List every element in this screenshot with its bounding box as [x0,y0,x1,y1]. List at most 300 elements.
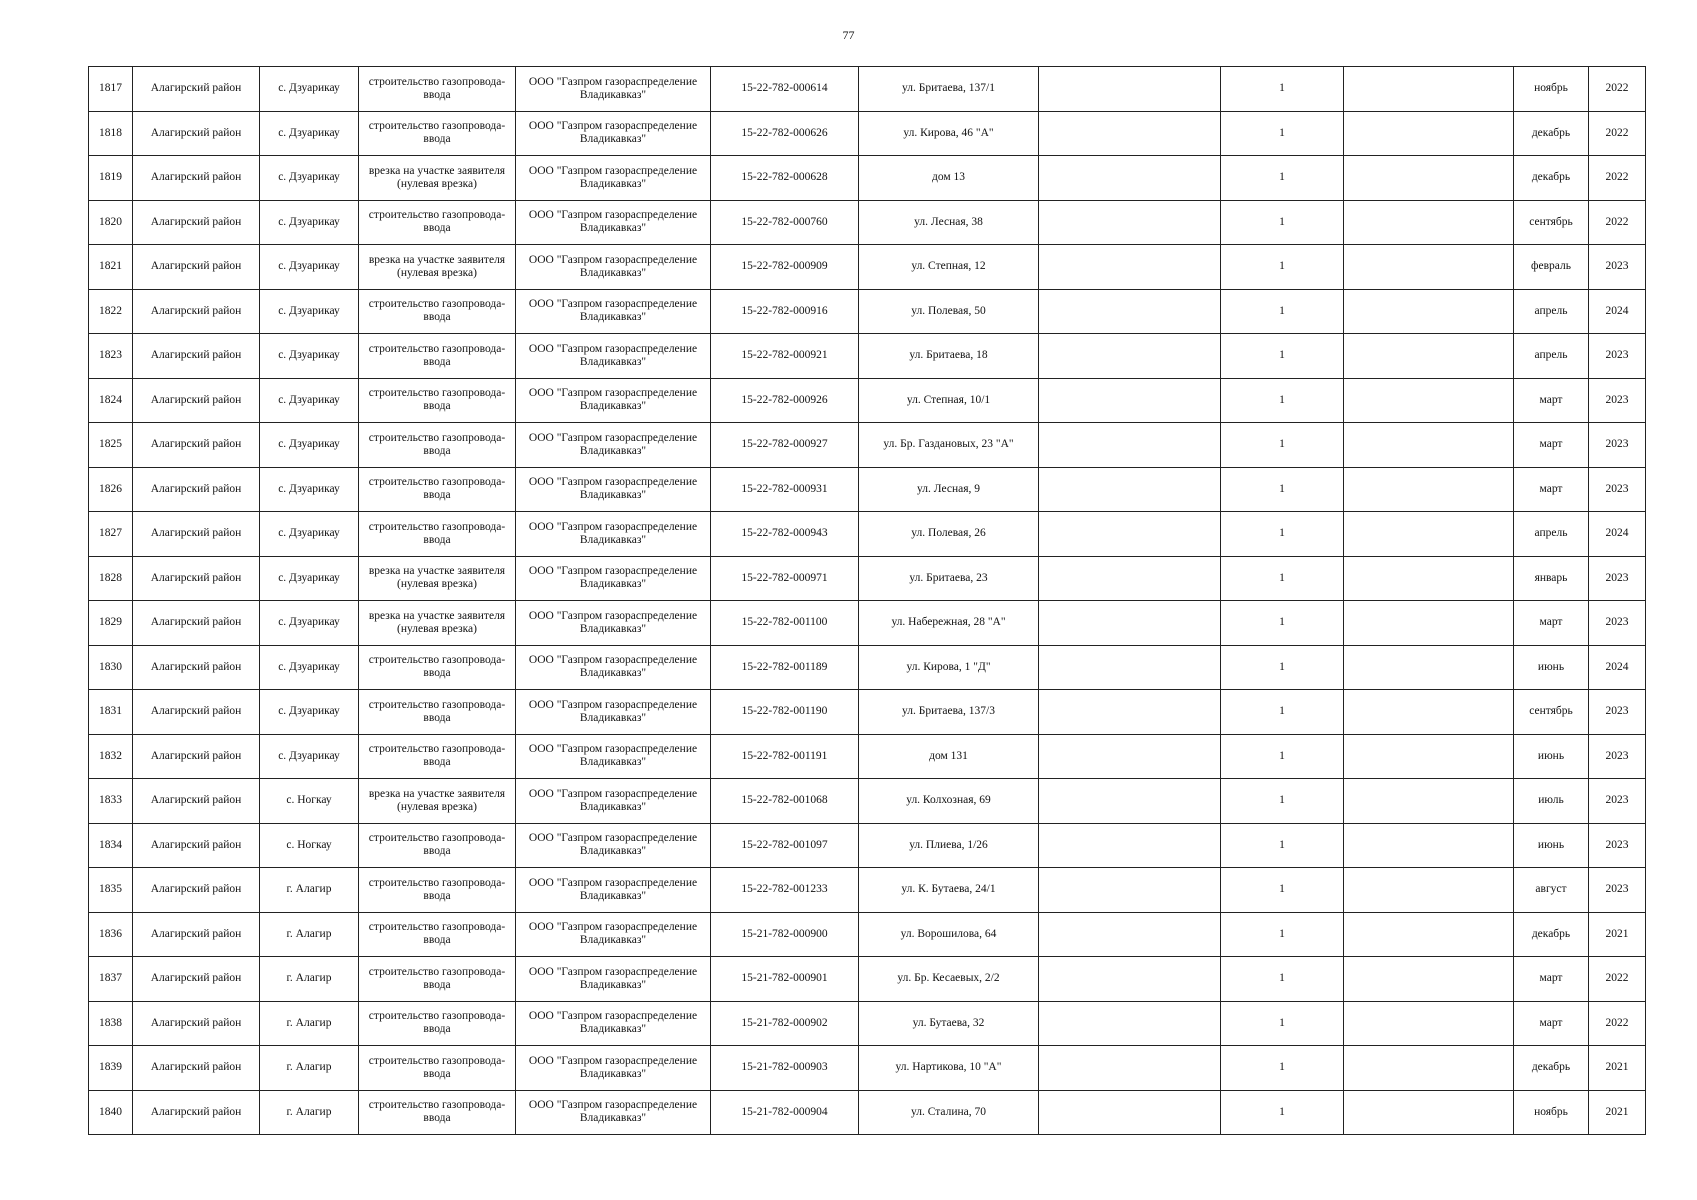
settlement-cell: г. Алагир [260,1046,359,1091]
work-type-cell: врезка на участке заявителя (нулевая врезка) [359,601,516,646]
work-type-cell: строительство газопровода-ввода [359,289,516,334]
month-cell: декабрь [1514,1046,1589,1091]
row-number-cell: 1832 [89,734,133,779]
district-cell: Алагирский район [133,957,260,1002]
empty-cell [1344,779,1514,824]
address-cell: ул. Бритаева, 137/3 [859,690,1039,735]
month-cell: апрель [1514,334,1589,379]
table-row [89,601,1646,646]
row-number-cell: 1820 [89,200,133,245]
organization-cell: ООО "Газпром газораспределение Владикавказ" [516,512,711,557]
month-cell: август [1514,868,1589,913]
empty-cell [1039,1001,1221,1046]
table-row [89,289,1646,334]
address-cell: дом 13 [859,156,1039,201]
row-number-cell: 1822 [89,289,133,334]
table-row [89,156,1646,201]
address-cell: ул. Бритаева, 18 [859,334,1039,379]
settlement-cell: с. Дзуарикау [260,645,359,690]
empty-cell [1039,1090,1221,1135]
district-cell: Алагирский район [133,245,260,290]
empty-cell [1039,156,1221,201]
empty-cell [1039,823,1221,868]
year-cell: 2022 [1589,1001,1646,1046]
row-number-cell: 1826 [89,467,133,512]
address-cell: ул. Нартикова, 10 "А" [859,1046,1039,1091]
year-cell: 2023 [1589,378,1646,423]
address-cell: ул. Кирова, 1 "Д" [859,645,1039,690]
year-cell: 2023 [1589,868,1646,913]
quantity-cell: 1 [1221,156,1344,201]
settlement-cell: с. Ногкау [260,779,359,824]
settlement-cell: с. Дзуарикау [260,245,359,290]
month-cell: июнь [1514,823,1589,868]
district-cell: Алагирский район [133,334,260,379]
month-cell: апрель [1514,512,1589,557]
district-cell: Алагирский район [133,912,260,957]
table-row [89,378,1646,423]
district-cell: Алагирский район [133,645,260,690]
row-number-cell: 1819 [89,156,133,201]
row-number-cell: 1840 [89,1090,133,1135]
settlement-cell: г. Алагир [260,912,359,957]
table-row [89,111,1646,156]
empty-cell [1039,378,1221,423]
contract-number-cell: 15-22-782-000931 [711,467,859,512]
address-cell: ул. Набережная, 28 "А" [859,601,1039,646]
year-cell: 2024 [1589,645,1646,690]
empty-cell [1039,645,1221,690]
contract-number-cell: 15-22-782-000760 [711,200,859,245]
year-cell: 2022 [1589,200,1646,245]
empty-cell [1039,734,1221,779]
quantity-cell: 1 [1221,556,1344,601]
contract-number-cell: 15-22-782-001190 [711,690,859,735]
empty-cell [1039,245,1221,290]
quantity-cell: 1 [1221,67,1344,112]
district-cell: Алагирский район [133,378,260,423]
empty-cell [1344,868,1514,913]
empty-cell [1039,111,1221,156]
year-cell: 2023 [1589,779,1646,824]
address-cell: дом 131 [859,734,1039,779]
district-cell: Алагирский район [133,67,260,112]
quantity-cell: 1 [1221,378,1344,423]
work-type-cell: строительство газопровода-ввода [359,645,516,690]
work-type-cell: врезка на участке заявителя (нулевая врезка) [359,779,516,824]
district-cell: Алагирский район [133,823,260,868]
empty-cell [1344,1090,1514,1135]
organization-cell: ООО "Газпром газораспределение Владикавказ" [516,1001,711,1046]
contract-number-cell: 15-22-782-001191 [711,734,859,779]
district-cell: Алагирский район [133,601,260,646]
district-cell: Алагирский район [133,1090,260,1135]
work-type-cell: строительство газопровода-ввода [359,734,516,779]
settlement-cell: г. Алагир [260,868,359,913]
organization-cell: ООО "Газпром газораспределение Владикавказ" [516,957,711,1002]
address-cell: ул. Бр. Газдановых, 23 "А" [859,423,1039,468]
settlement-cell: с. Ногкау [260,823,359,868]
year-cell: 2023 [1589,823,1646,868]
settlement-cell: г. Алагир [260,1090,359,1135]
table-row [89,690,1646,735]
work-type-cell: строительство газопровода-ввода [359,200,516,245]
empty-cell [1039,467,1221,512]
row-number-cell: 1839 [89,1046,133,1091]
address-cell: ул. Бритаева, 23 [859,556,1039,601]
address-cell: ул. Лесная, 38 [859,200,1039,245]
address-cell: ул. Ворошилова, 64 [859,912,1039,957]
empty-cell [1039,556,1221,601]
district-cell: Алагирский район [133,200,260,245]
month-cell: июль [1514,779,1589,824]
contract-number-cell: 15-22-782-000628 [711,156,859,201]
empty-cell [1344,378,1514,423]
work-type-cell: врезка на участке заявителя (нулевая врезка) [359,245,516,290]
district-cell: Алагирский район [133,734,260,779]
month-cell: март [1514,378,1589,423]
district-cell: Алагирский район [133,156,260,201]
organization-cell: ООО "Газпром газораспределение Владикавказ" [516,1090,711,1135]
settlement-cell: с. Дзуарикау [260,601,359,646]
month-cell: апрель [1514,289,1589,334]
address-cell: ул. Лесная, 9 [859,467,1039,512]
table-row [89,245,1646,290]
work-type-cell: строительство газопровода-ввода [359,868,516,913]
month-cell: декабрь [1514,156,1589,201]
row-number-cell: 1837 [89,957,133,1002]
organization-cell: ООО "Газпром газораспределение Владикавказ" [516,823,711,868]
district-cell: Алагирский район [133,111,260,156]
empty-cell [1344,734,1514,779]
quantity-cell: 1 [1221,111,1344,156]
address-cell: ул. Сталина, 70 [859,1090,1039,1135]
contract-number-cell: 15-21-782-000903 [711,1046,859,1091]
organization-cell: ООО "Газпром газораспределение Владикавказ" [516,156,711,201]
contract-number-cell: 15-21-782-000904 [711,1090,859,1135]
year-cell: 2023 [1589,245,1646,290]
table-row [89,868,1646,913]
empty-cell [1344,111,1514,156]
empty-cell [1344,912,1514,957]
settlement-cell: с. Дзуарикау [260,556,359,601]
year-cell: 2023 [1589,690,1646,735]
settlement-cell: с. Дзуарикау [260,67,359,112]
quantity-cell: 1 [1221,779,1344,824]
row-number-cell: 1821 [89,245,133,290]
month-cell: ноябрь [1514,67,1589,112]
empty-cell [1344,467,1514,512]
empty-cell [1344,200,1514,245]
row-number-cell: 1833 [89,779,133,824]
address-cell: ул. Полевая, 50 [859,289,1039,334]
work-type-cell: строительство газопровода-ввода [359,467,516,512]
empty-cell [1344,245,1514,290]
quantity-cell: 1 [1221,467,1344,512]
empty-cell [1344,289,1514,334]
quantity-cell: 1 [1221,823,1344,868]
quantity-cell: 1 [1221,1046,1344,1091]
contract-number-cell: 15-22-782-001100 [711,601,859,646]
table-row [89,467,1646,512]
empty-cell [1344,156,1514,201]
district-cell: Алагирский район [133,868,260,913]
quantity-cell: 1 [1221,645,1344,690]
settlement-cell: с. Дзуарикау [260,467,359,512]
empty-cell [1039,1046,1221,1091]
row-number-cell: 1831 [89,690,133,735]
contract-number-cell: 15-21-782-000900 [711,912,859,957]
empty-cell [1039,601,1221,646]
year-cell: 2023 [1589,601,1646,646]
registry-table-body [89,67,1646,1135]
month-cell: март [1514,467,1589,512]
settlement-cell: с. Дзуарикау [260,111,359,156]
work-type-cell: строительство газопровода-ввода [359,912,516,957]
quantity-cell: 1 [1221,868,1344,913]
quantity-cell: 1 [1221,512,1344,557]
empty-cell [1344,690,1514,735]
table-row [89,1046,1646,1091]
work-type-cell: строительство газопровода-ввода [359,111,516,156]
empty-cell [1039,868,1221,913]
work-type-cell: строительство газопровода-ввода [359,823,516,868]
empty-cell [1039,423,1221,468]
settlement-cell: с. Дзуарикау [260,156,359,201]
row-number-cell: 1828 [89,556,133,601]
table-row [89,200,1646,245]
settlement-cell: с. Дзуарикау [260,423,359,468]
address-cell: ул. Бр. Кесаевых, 2/2 [859,957,1039,1002]
month-cell: март [1514,601,1589,646]
address-cell: ул. Плиева, 1/26 [859,823,1039,868]
empty-cell [1039,289,1221,334]
year-cell: 2024 [1589,512,1646,557]
year-cell: 2021 [1589,1090,1646,1135]
year-cell: 2022 [1589,957,1646,1002]
empty-cell [1344,1046,1514,1091]
empty-cell [1344,512,1514,557]
year-cell: 2021 [1589,912,1646,957]
organization-cell: ООО "Газпром газораспределение Владикавказ" [516,378,711,423]
table-row [89,1090,1646,1135]
contract-number-cell: 15-22-782-000909 [711,245,859,290]
district-cell: Алагирский район [133,1046,260,1091]
address-cell: ул. Степная, 10/1 [859,378,1039,423]
organization-cell: ООО "Газпром газораспределение Владикавказ" [516,423,711,468]
district-cell: Алагирский район [133,779,260,824]
table-row [89,823,1646,868]
table-row [89,912,1646,957]
organization-cell: ООО "Газпром газораспределение Владикавказ" [516,467,711,512]
quantity-cell: 1 [1221,334,1344,379]
year-cell: 2022 [1589,67,1646,112]
row-number-cell: 1830 [89,645,133,690]
row-number-cell: 1817 [89,67,133,112]
organization-cell: ООО "Газпром газораспределение Владикавказ" [516,289,711,334]
organization-cell: ООО "Газпром газораспределение Владикавказ" [516,1046,711,1091]
table-row [89,423,1646,468]
year-cell: 2022 [1589,156,1646,201]
year-cell: 2023 [1589,334,1646,379]
table-row [89,645,1646,690]
contract-number-cell: 15-22-782-000971 [711,556,859,601]
empty-cell [1039,200,1221,245]
empty-cell [1344,67,1514,112]
address-cell: ул. Степная, 12 [859,245,1039,290]
quantity-cell: 1 [1221,200,1344,245]
contract-number-cell: 15-22-782-000626 [711,111,859,156]
district-cell: Алагирский район [133,556,260,601]
work-type-cell: строительство газопровода-ввода [359,334,516,379]
contract-number-cell: 15-21-782-000902 [711,1001,859,1046]
quantity-cell: 1 [1221,289,1344,334]
empty-cell [1039,690,1221,735]
work-type-cell: строительство газопровода-ввода [359,1046,516,1091]
district-cell: Алагирский район [133,423,260,468]
settlement-cell: с. Дзуарикау [260,289,359,334]
year-cell: 2023 [1589,467,1646,512]
year-cell: 2023 [1589,734,1646,779]
address-cell: ул. К. Бутаева, 24/1 [859,868,1039,913]
district-cell: Алагирский район [133,1001,260,1046]
table-row [89,512,1646,557]
year-cell: 2023 [1589,423,1646,468]
year-cell: 2022 [1589,111,1646,156]
settlement-cell: с. Дзуарикау [260,690,359,735]
work-type-cell: врезка на участке заявителя (нулевая врезка) [359,156,516,201]
row-number-cell: 1835 [89,868,133,913]
row-number-cell: 1827 [89,512,133,557]
organization-cell: ООО "Газпром газораспределение Владикавказ" [516,601,711,646]
empty-cell [1344,645,1514,690]
contract-number-cell: 15-22-782-000926 [711,378,859,423]
organization-cell: ООО "Газпром газораспределение Владикавказ" [516,245,711,290]
address-cell: ул. Бритаева, 137/1 [859,67,1039,112]
organization-cell: ООО "Газпром газораспределение Владикавказ" [516,690,711,735]
district-cell: Алагирский район [133,467,260,512]
organization-cell: ООО "Газпром газораспределение Владикавказ" [516,334,711,379]
row-number-cell: 1823 [89,334,133,379]
empty-cell [1039,512,1221,557]
month-cell: март [1514,423,1589,468]
month-cell: сентябрь [1514,200,1589,245]
table-row [89,957,1646,1002]
empty-cell [1039,779,1221,824]
work-type-cell: строительство газопровода-ввода [359,512,516,557]
settlement-cell: г. Алагир [260,1001,359,1046]
empty-cell [1039,334,1221,379]
year-cell: 2023 [1589,556,1646,601]
contract-number-cell: 15-22-782-001068 [711,779,859,824]
empty-cell [1344,957,1514,1002]
settlement-cell: с. Дзуарикау [260,734,359,779]
table-row [89,1001,1646,1046]
quantity-cell: 1 [1221,690,1344,735]
month-cell: сентябрь [1514,690,1589,735]
work-type-cell: строительство газопровода-ввода [359,423,516,468]
work-type-cell: строительство газопровода-ввода [359,957,516,1002]
contract-number-cell: 15-21-782-000901 [711,957,859,1002]
district-cell: Алагирский район [133,690,260,735]
contract-number-cell: 15-22-782-000921 [711,334,859,379]
table-row [89,67,1646,112]
table-row [89,779,1646,824]
organization-cell: ООО "Газпром газораспределение Владикавказ" [516,645,711,690]
contract-number-cell: 15-22-782-000927 [711,423,859,468]
organization-cell: ООО "Газпром газораспределение Владикавказ" [516,734,711,779]
work-type-cell: строительство газопровода-ввода [359,1001,516,1046]
organization-cell: ООО "Газпром газораспределение Владикавказ" [516,912,711,957]
month-cell: март [1514,1001,1589,1046]
month-cell: ноябрь [1514,1090,1589,1135]
quantity-cell: 1 [1221,1090,1344,1135]
quantity-cell: 1 [1221,423,1344,468]
district-cell: Алагирский район [133,512,260,557]
organization-cell: ООО "Газпром газораспределение Владикавказ" [516,67,711,112]
page-number: 77 [842,28,855,42]
empty-cell [1344,334,1514,379]
empty-cell [1344,556,1514,601]
row-number-cell: 1829 [89,601,133,646]
month-cell: июнь [1514,734,1589,779]
settlement-cell: г. Алагир [260,957,359,1002]
contract-number-cell: 15-22-782-000943 [711,512,859,557]
quantity-cell: 1 [1221,245,1344,290]
table-row [89,334,1646,379]
settlement-cell: с. Дзуарикау [260,512,359,557]
quantity-cell: 1 [1221,957,1344,1002]
empty-cell [1344,1001,1514,1046]
year-cell: 2021 [1589,1046,1646,1091]
empty-cell [1039,957,1221,1002]
work-type-cell: врезка на участке заявителя (нулевая врезка) [359,556,516,601]
year-cell: 2024 [1589,289,1646,334]
month-cell: февраль [1514,245,1589,290]
work-type-cell: строительство газопровода-ввода [359,690,516,735]
contract-number-cell: 15-22-782-000614 [711,67,859,112]
month-cell: декабрь [1514,111,1589,156]
month-cell: март [1514,957,1589,1002]
organization-cell: ООО "Газпром газораспределение Владикавказ" [516,868,711,913]
organization-cell: ООО "Газпром газораспределение Владикавказ" [516,779,711,824]
empty-cell [1344,423,1514,468]
quantity-cell: 1 [1221,912,1344,957]
empty-cell [1039,67,1221,112]
address-cell: ул. Кирова, 46 "А" [859,111,1039,156]
organization-cell: ООО "Газпром газораспределение Владикавказ" [516,200,711,245]
table-row [89,556,1646,601]
empty-cell [1344,601,1514,646]
quantity-cell: 1 [1221,1001,1344,1046]
work-type-cell: строительство газопровода-ввода [359,67,516,112]
empty-cell [1039,912,1221,957]
work-type-cell: строительство газопровода-ввода [359,378,516,423]
contract-number-cell: 15-22-782-000916 [711,289,859,334]
month-cell: январь [1514,556,1589,601]
contract-number-cell: 15-22-782-001233 [711,868,859,913]
month-cell: декабрь [1514,912,1589,957]
row-number-cell: 1818 [89,111,133,156]
row-number-cell: 1838 [89,1001,133,1046]
district-cell: Алагирский район [133,289,260,334]
organization-cell: ООО "Газпром газораспределение Владикавказ" [516,111,711,156]
month-cell: июнь [1514,645,1589,690]
settlement-cell: с. Дзуарикау [260,378,359,423]
settlement-cell: с. Дзуарикау [260,200,359,245]
settlement-cell: с. Дзуарикау [260,334,359,379]
row-number-cell: 1824 [89,378,133,423]
